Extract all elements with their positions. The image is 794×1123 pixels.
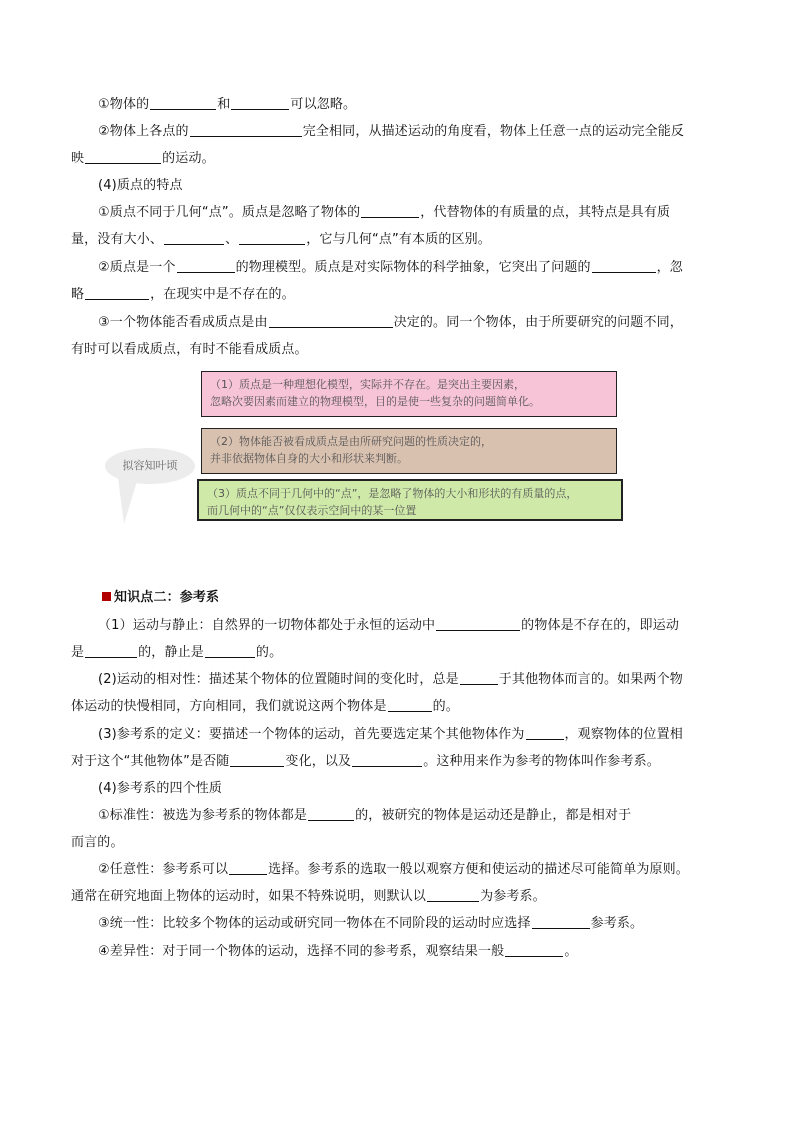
text-line: ②物体上各点的 完全相同，从描述运动的角度看，物体上任意一点的运动完全能反 [98, 124, 685, 139]
fill-blank[interactable] [532, 914, 590, 929]
fill-blank[interactable] [205, 643, 255, 658]
text-line: 体运动的快慢相同，方向相同，我们就说这两个物体是 的。 [71, 699, 459, 714]
fill-blank[interactable] [164, 230, 224, 245]
fill-blank[interactable] [361, 203, 419, 218]
note-box-brown: （2）物体能否被看成质点是由所研究问题的性质决定的， 并非依据物体自身的大小和形状来判断。 [201, 428, 617, 474]
section-heading: 知识点二：参考系 [102, 588, 219, 608]
fill-blank[interactable] [150, 95, 216, 110]
fill-blank[interactable] [436, 616, 520, 631]
subheading: (4)参考系的四个性质 [98, 781, 223, 796]
fill-blank[interactable] [85, 149, 161, 164]
fill-blank[interactable] [460, 670, 498, 685]
text-line: 是 的，静止是 的。 [71, 645, 283, 660]
fill-blank[interactable] [352, 752, 422, 767]
fill-blank[interactable] [239, 230, 305, 245]
fill-blank[interactable] [505, 942, 563, 957]
fill-blank[interactable] [85, 285, 149, 300]
square-bullet-icon [102, 592, 111, 601]
text-line: ①物体的 和 可以忽略。 [98, 97, 357, 112]
fill-blank[interactable] [190, 122, 302, 137]
text-line: ①质点不同于几何“点”。质点是忽略了物体的 ，代替物体的有质量的点，其特点是具有质 [98, 205, 671, 220]
subheading: (4)质点的特点 [98, 178, 183, 193]
text-line: ②质点是一个 的物理模型。质点是对实际物体的科学抽象，它突出了问题的 ，忽 [98, 260, 683, 275]
fill-blank[interactable] [526, 725, 564, 740]
text-line: 映 的运动。 [71, 151, 215, 166]
speech-bubble-tail-icon [118, 478, 138, 526]
text-line: ④差异性：对于同一个物体的运动，选择不同的参考系，观察结果一般 。 [98, 944, 578, 959]
fill-blank[interactable] [85, 643, 137, 658]
fill-blank[interactable] [269, 313, 393, 328]
bubble-label: 拟容知叶顷 [122, 459, 178, 472]
fill-blank[interactable] [388, 697, 432, 712]
text-line: ③统一性：比较多个物体的运动或研究同一物体在不同阶段的运动时应选择 参考系。 [98, 916, 644, 931]
fill-blank[interactable] [592, 258, 656, 273]
text-line: （1）运动与静止：自然界的一切物体都处于永恒的运动中 的物体是不存在的，即运动 [98, 618, 679, 633]
text-line: 通常在研究地面上物体的运动时，如果不特殊说明，则默认以 为参考系。 [71, 889, 546, 904]
note-box-green: （3）质点不同于几何中的“点”，是忽略了物体的大小和形状的有质量的点， 而几何中的“点”仅仅表示空间中的某一位置 [197, 479, 623, 521]
fill-blank[interactable] [308, 806, 354, 821]
text-line: ①标准性：被选为参考系的物体都是 的，被研究的物体是运动还是静止，都是相对于 [98, 808, 632, 823]
text-line: 量，没有大小、 、 ，它与几何“点”有本质的区别。 [71, 232, 491, 247]
text-line: 对于这个“其他物体”是否随 变化，以及 。这种用来作为参考的物体叫作参考系。 [71, 754, 660, 769]
text-line: (3)参考系的定义：要描述一个物体的运动，首先要选定某个其他物体作为 ，观察物体的位置相 [98, 727, 683, 742]
note-box-pink: （1）质点是一种理想化模型，实际并不存在。是突出主要因素， 忽略次要因素而建立的物理模型，目的是使一些复杂的问题简单化。 [201, 371, 617, 417]
fill-blank[interactable] [427, 887, 479, 902]
text-line: ②任意性：参考系可以 选择。参考系的选取一般以观察方便和使运动的描述尽可能简单为原则。 [98, 862, 689, 877]
fill-blank[interactable] [231, 95, 289, 110]
fill-blank[interactable] [230, 752, 284, 767]
fill-blank[interactable] [229, 860, 267, 875]
fill-blank[interactable] [177, 258, 235, 273]
text-line: 有时可以看成质点，有时不能看成质点。 [71, 342, 308, 357]
text-line: (2)运动的相对性：描述某个物体的位置随时间的变化时，总是 于其他物体而言的。如果两个物 [98, 672, 683, 687]
text-line: ③一个物体能否看成质点是由 决定的。同一个物体，由于所要研究的问题不同， [98, 315, 683, 330]
text-line: 而言的。 [71, 835, 124, 850]
text-line: 略 ，在现实中是不存在的。 [71, 287, 295, 302]
